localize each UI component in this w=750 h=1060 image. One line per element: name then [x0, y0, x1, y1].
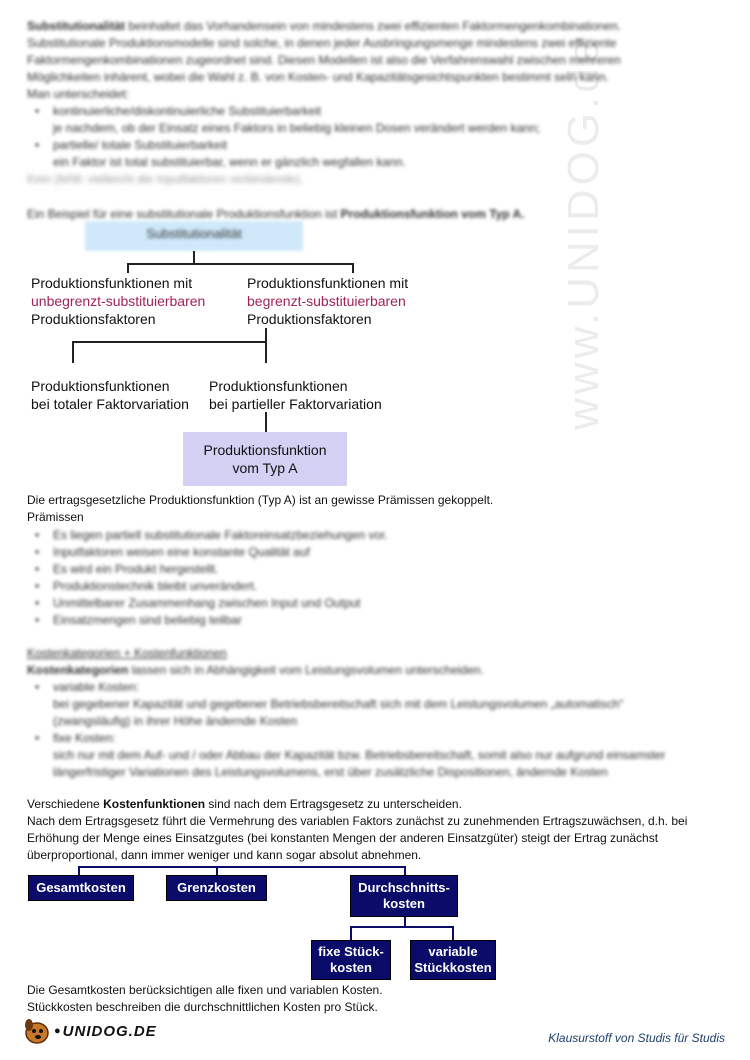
box-label: Grenzkosten	[177, 880, 256, 895]
ertrag-bold: Kostenfunktionen	[103, 797, 206, 811]
paw-icon: ●	[54, 1024, 61, 1037]
closing-paragraph	[27, 982, 717, 1016]
list-item: • Unmittelbarer Zusammenhang zwischen Input und Output	[27, 595, 717, 612]
example-lead: Ein Beispiel für eine substitutionale Produktionsfunktion ist	[27, 207, 338, 221]
intro-line: Faktormengenkombinationen zugeordnet sind. Diesen Modellen ist also die Verfahrenswahl zwischen mehreren	[27, 53, 621, 67]
variable-stueckkosten-box	[410, 940, 496, 980]
cost-heading: Kostenkategorien + Kostenfunktionen	[27, 646, 227, 660]
ertrag-line: überproportional, dann immer weniger und kann sogar absolut abnehmen.	[27, 848, 422, 862]
node-line: bei totaler Faktorvariation	[31, 396, 189, 412]
node-line-highlight: unbegrenzt-substituierbaren	[31, 293, 206, 309]
gesamtkosten-box	[28, 875, 134, 901]
diagram-node-partielle	[209, 377, 382, 413]
box-label: variable	[428, 944, 478, 959]
unidog-logo	[22, 1016, 157, 1046]
cost-categories	[27, 645, 717, 781]
intro-line: Möglichkeiten inhärent, wobei die Wahl z. B. von Kosten- und Kapazitätsgesichtspunkten bestimmt sein kann.	[27, 70, 609, 84]
cost-term: Kostenkategorien	[27, 663, 129, 677]
diagram-node-begrenzt	[247, 274, 408, 328]
intro-paragraph	[27, 18, 717, 188]
connector	[265, 341, 267, 363]
premises-list	[27, 527, 717, 629]
list-item: • Es wird ein Produkt hergestellt.	[27, 561, 717, 578]
node-line: bei partieller Faktorvariation	[209, 396, 382, 412]
connector	[350, 926, 352, 940]
list-item: • Produktionstechnik bleibt unverändert.	[27, 578, 717, 595]
box-label: fixe Stück-	[318, 944, 384, 959]
box-label: kosten	[330, 960, 372, 975]
premises-intro	[27, 492, 717, 526]
ertrag-line: Nach dem Ertragsgesetz führt die Vermehrung des variablen Faktors zunächst zu zunehmenden Ertragszuwächsen, d.h. bei	[27, 814, 688, 828]
footer-tagline: Klausurstoff von Studis für Studis	[548, 1031, 725, 1045]
connector	[352, 263, 354, 273]
connector	[265, 412, 267, 432]
ertrag-text: Verschiedene	[27, 797, 100, 811]
list-item: • Es liegen partiell substitutionale Faktoreinsatzbeziehungen vor.	[27, 527, 717, 544]
fixe-stueckkosten-box	[311, 940, 391, 980]
list-item: • Einsatzmengen sind beliebig teilbar	[27, 612, 717, 629]
node-line: vom Typ A	[232, 460, 298, 476]
connector	[265, 328, 267, 342]
list-item-sub: bei gegebener Kapazität und gegebener Betriebsbereitschaft sich mit dem Leistungsvolumen „automatisch“	[53, 697, 624, 711]
intro-line: Substitutionale Produktionsmodelle sind solche, in denen jeder Ausbringungsmenge mindestens zwei effiziente	[27, 36, 617, 50]
connector	[127, 263, 129, 273]
list-item: • partielle/ totale Substituierbarkeit	[27, 137, 717, 154]
list-item: • fixe Kosten:	[27, 730, 717, 747]
list-item-sub: sich nur mit dem Auf- und / oder Abbau der Kapazität bzw. Betriebsbereitschaft, somit also nur aufgrund einsamster	[53, 748, 666, 762]
connector	[72, 341, 266, 343]
node-line: Produktionsfunktionen	[209, 378, 348, 394]
list-item-sub: je nachdem, ob der Einsatz eines Faktors in beliebig kleinen Dosen verändert werden kann;	[53, 121, 540, 135]
premises-intro-text: Die ertragsgesetzliche Produktionsfunktion (Typ A) ist an gewisse Prämissen gekoppelt.	[27, 493, 494, 507]
node-line: Produktionsfaktoren	[247, 311, 372, 327]
intro-term: Substitutionalität	[27, 19, 125, 33]
connector	[72, 341, 74, 363]
node-line: Produktionsfunktionen mit	[31, 275, 193, 291]
example-bold: Produktionsfunktion vom Typ A.	[340, 207, 525, 221]
connector	[127, 263, 353, 265]
box-label: kosten	[383, 896, 425, 911]
list-item-sub: (zwangsläufig) in ihrer Höhe ändernde Kosten	[53, 714, 298, 728]
ertrag-paragraph	[27, 796, 717, 864]
list-item-sub: ein Faktor ist total substituierbar, wenn er gänzlich wegfallen kann.	[53, 155, 406, 169]
list-item-sub: längerfristiger Variationen des Leistungsvolumens, erst über zusätzliche Dispositionen, ändernde Kosten	[53, 765, 608, 779]
diagram-node-typ-a	[183, 432, 347, 486]
node-line: Produktionsfaktoren	[31, 311, 156, 327]
ertrag-text: sind nach dem Ertragsgesetz zu unterscheiden.	[208, 797, 462, 811]
connector	[78, 866, 405, 868]
premises-heading: Prämissen	[27, 510, 84, 524]
node-line: Produktionsfunktion	[203, 442, 327, 458]
ertrag-line: Erhöhung der Menge eines Einsatzgutes (bei konstanten Mengen der anderen Einsatzgüter) steigt der Ertrag zunächst	[27, 831, 659, 845]
box-label: Gesamtkosten	[36, 880, 126, 895]
list-item: • Inputfaktoren weisen eine konstante Qualität auf	[27, 544, 717, 561]
intro-line: beinhaltet das Vorhandensein von mindestens zwei effizienten Faktormengenkombinationen.	[128, 19, 622, 33]
list-item: • kontinuierliche/diskontinuierliche Substituierbarkeit	[27, 103, 717, 120]
node-line: Produktionsfunktionen	[31, 378, 170, 394]
intro-line: Man unterscheidet:	[27, 87, 130, 101]
box-label: Durchschnitts-	[358, 880, 450, 895]
cost-term-rest: lassen sich in Abhängigkeit vom Leistungsvolumen unterscheiden.	[131, 663, 484, 677]
closing-line: Die Gesamtkosten berücksichtigen alle fixen und variablen Kosten.	[27, 983, 383, 997]
diagram-node-totale	[31, 377, 189, 413]
connector	[350, 926, 454, 928]
connector	[193, 251, 195, 263]
node-line-highlight: begrenzt-substituierbaren	[247, 293, 406, 309]
list-item: • variable Kosten:	[27, 679, 717, 696]
durchschnittskosten-box	[350, 875, 458, 917]
diagram-top-box: Substitutionalität	[85, 221, 303, 251]
watermark: www.UNIDOG.de	[559, 35, 608, 430]
box-label: Stückkosten	[414, 960, 492, 975]
node-line: Produktionsfunktionen mit	[247, 275, 409, 291]
dog-icon	[22, 1016, 52, 1046]
diagram-node-unbegrenzt	[31, 274, 205, 328]
logo-text: UNIDOG.DE	[62, 1022, 157, 1040]
connector	[452, 926, 454, 940]
faded-line: Kein (fehlt: vielleicht die Inputfaktoren verbindende).	[27, 172, 304, 186]
grenzkosten-box	[166, 875, 267, 901]
closing-line: Stückkosten beschreiben die durchschnittlichen Kosten pro Stück.	[27, 1000, 378, 1014]
